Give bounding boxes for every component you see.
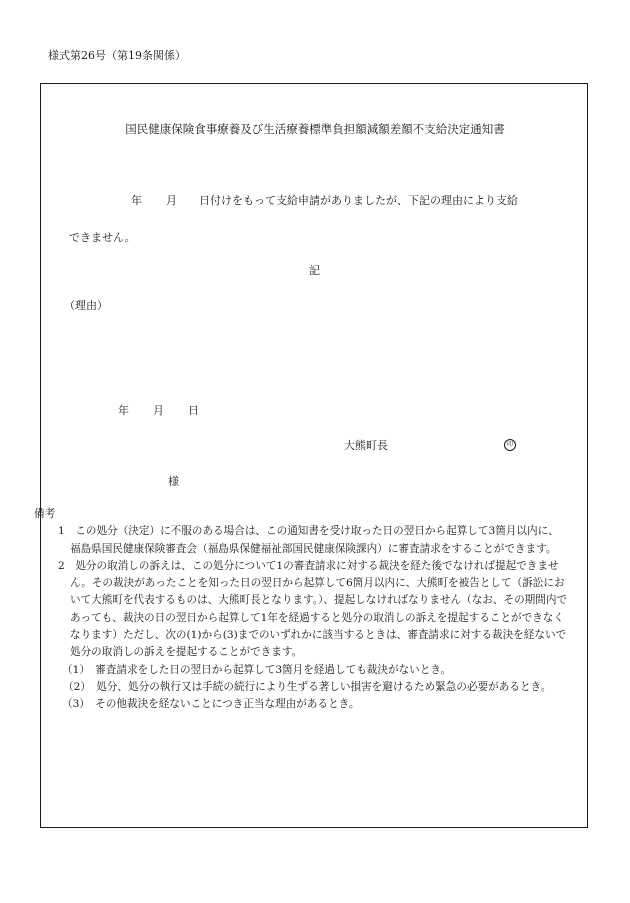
notes-section xyxy=(34,506,568,714)
document-title: 国民健康保険食事療養及び生活療養標準負担額減額差額不支給決定通知書 xyxy=(125,122,505,136)
intro-month: 月 xyxy=(166,194,177,207)
date-day: 日 xyxy=(188,404,199,417)
ki-heading: 記 xyxy=(309,264,320,277)
mayor-title: 大熊町長 xyxy=(344,439,388,452)
intro-line-1 xyxy=(131,192,518,208)
intro-line-2: できません。 xyxy=(69,231,136,244)
note-sub-3: （3） その他裁決を経ないことにつき正当な理由があるとき。 xyxy=(62,698,360,711)
note-sub-1: （1） 審査請求をした日の翌日から起算して3箇月を経過しても裁決がないとき。 xyxy=(62,663,452,676)
form-number: 様式第26号（第19条関係） xyxy=(48,49,186,62)
issue-date xyxy=(118,402,199,418)
intro-text: 日付けをもって支給申請がありましたが、下記の理由により支給 xyxy=(199,194,518,207)
note-item-1: 1 この処分（決定）に不服のある場合は、この通知書を受け取った日の翌日から起算して3箇月以内に、福島県国民健康保険審査会（福島県保健福祉部国民健康保険課内）に審査請求をすることができます。 xyxy=(58,525,559,555)
date-year: 年 xyxy=(118,404,129,417)
note-item-2: 2 処分の取消しの訴えは、この処分について1の審査請求に対する裁決を経た後でなければ提起できません。その裁決があったことを知った日の翌日から起算して6箇月以内に、大熊町を被告として（訴訟において大熊町を代表するものは、大熊町長となります。）、提起しなければなりません（なお、その期間内であっても、裁決の日の翌日から起算して1年を経過すると処分の取消しの訴えを提起することができなくなります）ただし、次の(1)から(3)までのいずれかに該当するときは、審査請求に対する裁決を経ないで処分の取消しの訴えを提起することができます。 xyxy=(58,559,568,659)
recipient-suffix: 様 xyxy=(168,475,179,488)
intro-year: 年 xyxy=(131,194,142,207)
notes-heading: 備考 xyxy=(34,508,56,520)
date-month: 月 xyxy=(153,404,164,417)
reason-label: （理由） xyxy=(64,299,108,312)
note-sub-2: （2） 処分、処分の執行又は手続の続行により生ずる著しい損害を避けるため緊急の必要があるとき。 xyxy=(63,680,552,693)
notice-frame xyxy=(40,83,588,828)
seal-icon: 印 xyxy=(504,439,516,451)
